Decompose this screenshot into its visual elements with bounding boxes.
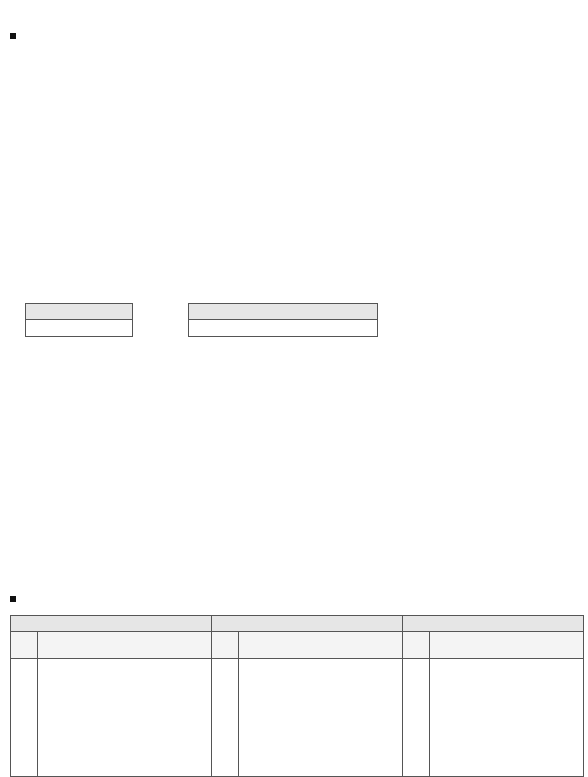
height-code-table	[188, 303, 378, 337]
digit12-descriptions	[38, 659, 212, 777]
digit12-codes	[11, 659, 38, 777]
diameter-code-table	[25, 303, 133, 337]
page-title	[10, 9, 24, 23]
digit13-codes	[212, 659, 239, 777]
terminals-code-table	[10, 615, 584, 777]
digit14-codes	[403, 659, 430, 777]
table1-title-line	[10, 594, 21, 606]
digit14-descriptions	[430, 659, 584, 777]
bullet-square-icon	[10, 33, 16, 39]
table1-header-digit14	[403, 616, 584, 632]
fixed-style-label	[239, 632, 403, 659]
code-column-label	[11, 632, 38, 659]
digit13-descriptions	[239, 659, 403, 777]
table1-header-digit13	[212, 616, 403, 632]
code-column-label	[403, 632, 430, 659]
code-column-label	[212, 632, 239, 659]
diameter-table-subtitle	[26, 320, 133, 336]
table1-header-digit12	[11, 616, 212, 632]
terminal-form-label	[38, 632, 212, 659]
bullet-square-icon	[10, 596, 16, 602]
lead-length-label	[430, 632, 584, 659]
height-table-subtitle	[189, 320, 378, 336]
height-table-title	[189, 304, 378, 320]
diameter-table-title	[26, 304, 133, 320]
subtitle-cn-line	[10, 31, 21, 43]
